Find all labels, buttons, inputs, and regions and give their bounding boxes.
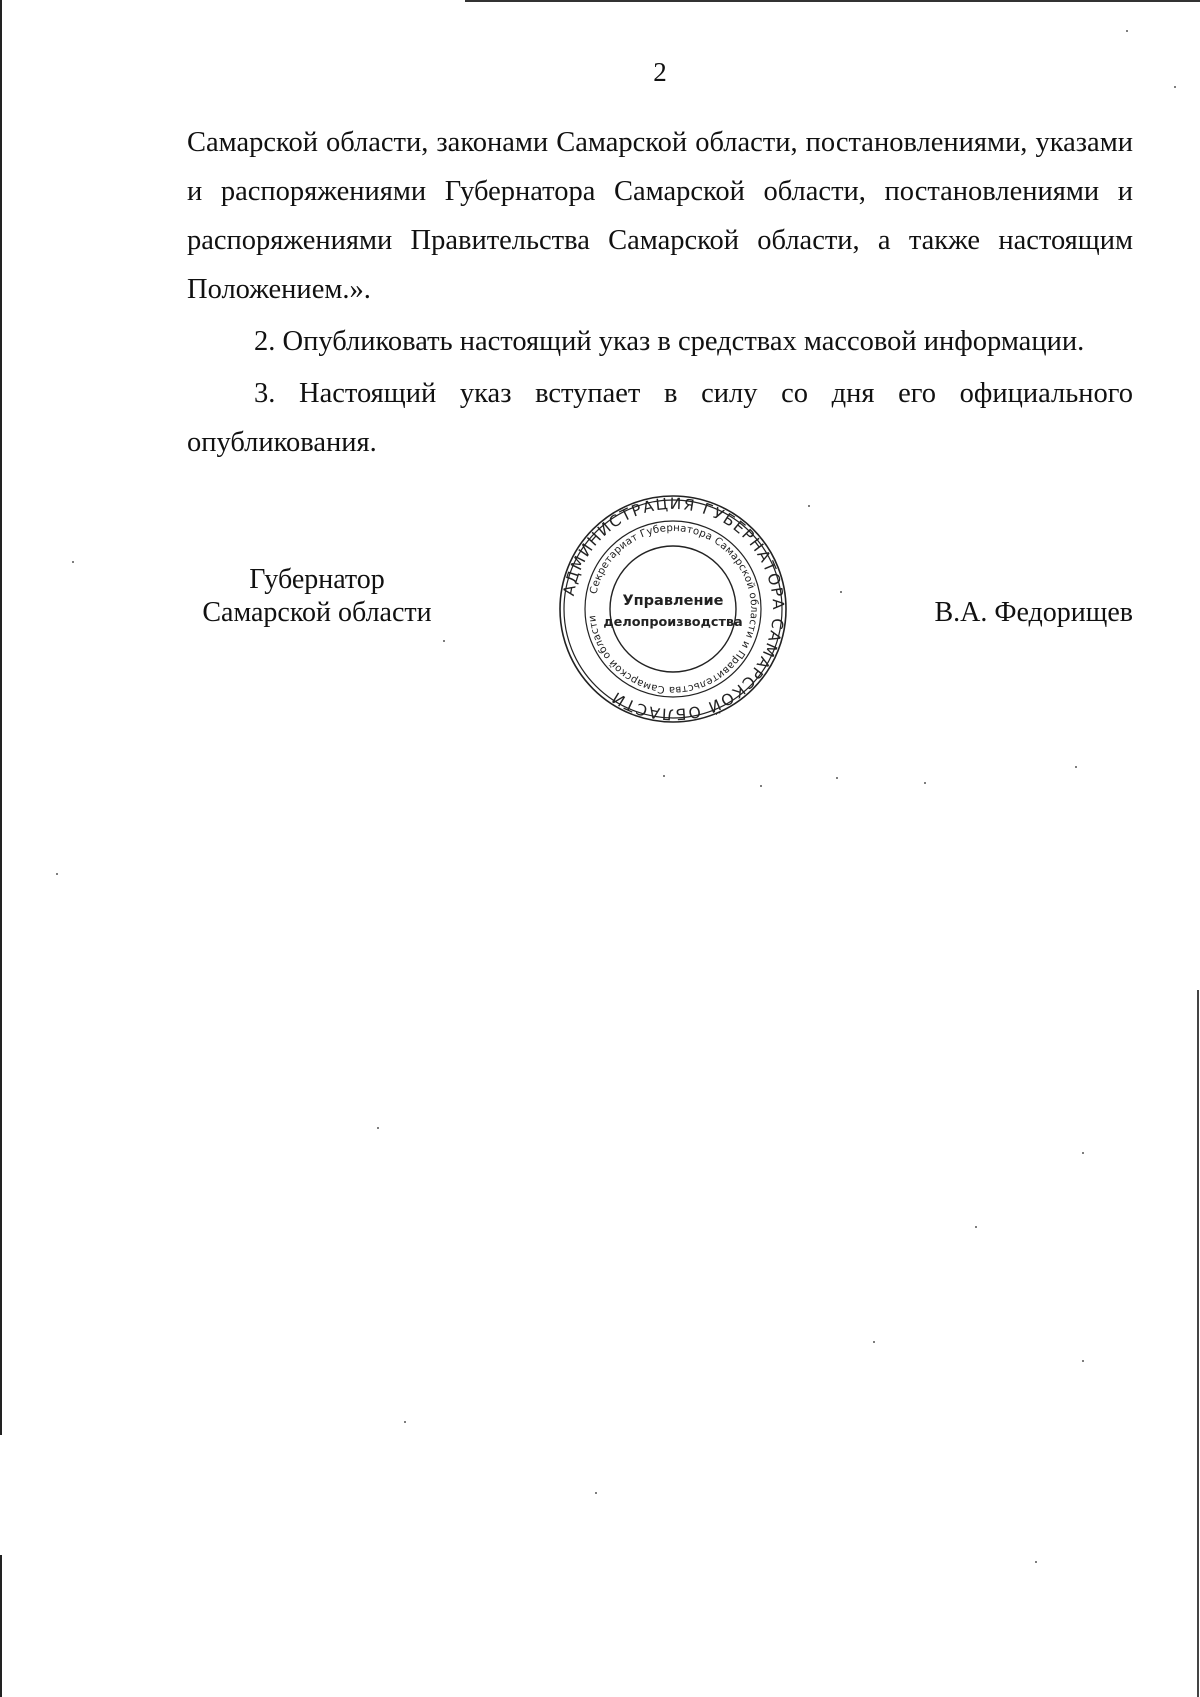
scan-speck bbox=[1082, 1152, 1084, 1154]
scan-speck bbox=[404, 1421, 406, 1423]
scan-edge-left bbox=[0, 0, 2, 1435]
paragraph-item-3: 3. Настоящий указ вступает в силу со дня его официального опубликования. bbox=[187, 378, 1133, 458]
scan-edge-right bbox=[1197, 990, 1199, 1697]
seal-center-line-1: Управление bbox=[622, 593, 724, 609]
official-seal bbox=[557, 493, 789, 725]
scan-speck bbox=[840, 591, 842, 593]
scan-speck bbox=[1075, 766, 1077, 768]
seal-outer-text: АДМИНИСТРАЦИЯ ГУБЕРНАТОРА САМАРСКОЙ ОБЛАСТИ bbox=[559, 494, 788, 724]
scan-speck bbox=[975, 1226, 977, 1228]
scan-speck bbox=[808, 505, 810, 507]
scan-speck bbox=[1082, 1360, 1084, 1362]
scan-speck bbox=[836, 777, 838, 779]
paragraph-continuation: Самарской области, законами Самарской области, постановлениями, указами и распоряжениями Губернатора Самарской области, постановлениями и распоряжениями Правительства Самарской области, а также настоящим Положением.». bbox=[187, 127, 1133, 305]
scan-speck bbox=[377, 1127, 379, 1129]
scan-speck bbox=[663, 775, 665, 777]
page-number: 2 bbox=[653, 57, 667, 87]
signatory-position bbox=[187, 563, 447, 629]
seal-inner-text: Секретариат Губернатора Самарской области и Правительства Самарской области bbox=[587, 522, 760, 696]
paragraph-item-2: 2. Опубликовать настоящий указ в средствах массовой информации. bbox=[254, 326, 1085, 357]
scan-speck bbox=[1035, 1561, 1037, 1563]
scan-speck bbox=[760, 785, 762, 787]
scan-speck bbox=[595, 1492, 597, 1494]
scan-speck bbox=[924, 782, 926, 784]
scan-speck bbox=[1126, 30, 1128, 32]
scan-speck bbox=[443, 640, 445, 642]
signatory-position-line-1: Губернатор bbox=[249, 564, 385, 595]
signatory-name: В.А. Федорищев bbox=[934, 597, 1133, 628]
document-body bbox=[187, 118, 1133, 467]
scan-edge-top bbox=[465, 0, 1200, 2]
seal-center-line-2: делопроизводства bbox=[603, 615, 743, 630]
scan-speck bbox=[56, 873, 58, 875]
scan-edge-left-lower bbox=[0, 1555, 2, 1697]
scan-speck bbox=[873, 1341, 875, 1343]
scan-speck bbox=[72, 561, 74, 563]
signatory-position-line-2: Самарской области bbox=[202, 597, 432, 628]
